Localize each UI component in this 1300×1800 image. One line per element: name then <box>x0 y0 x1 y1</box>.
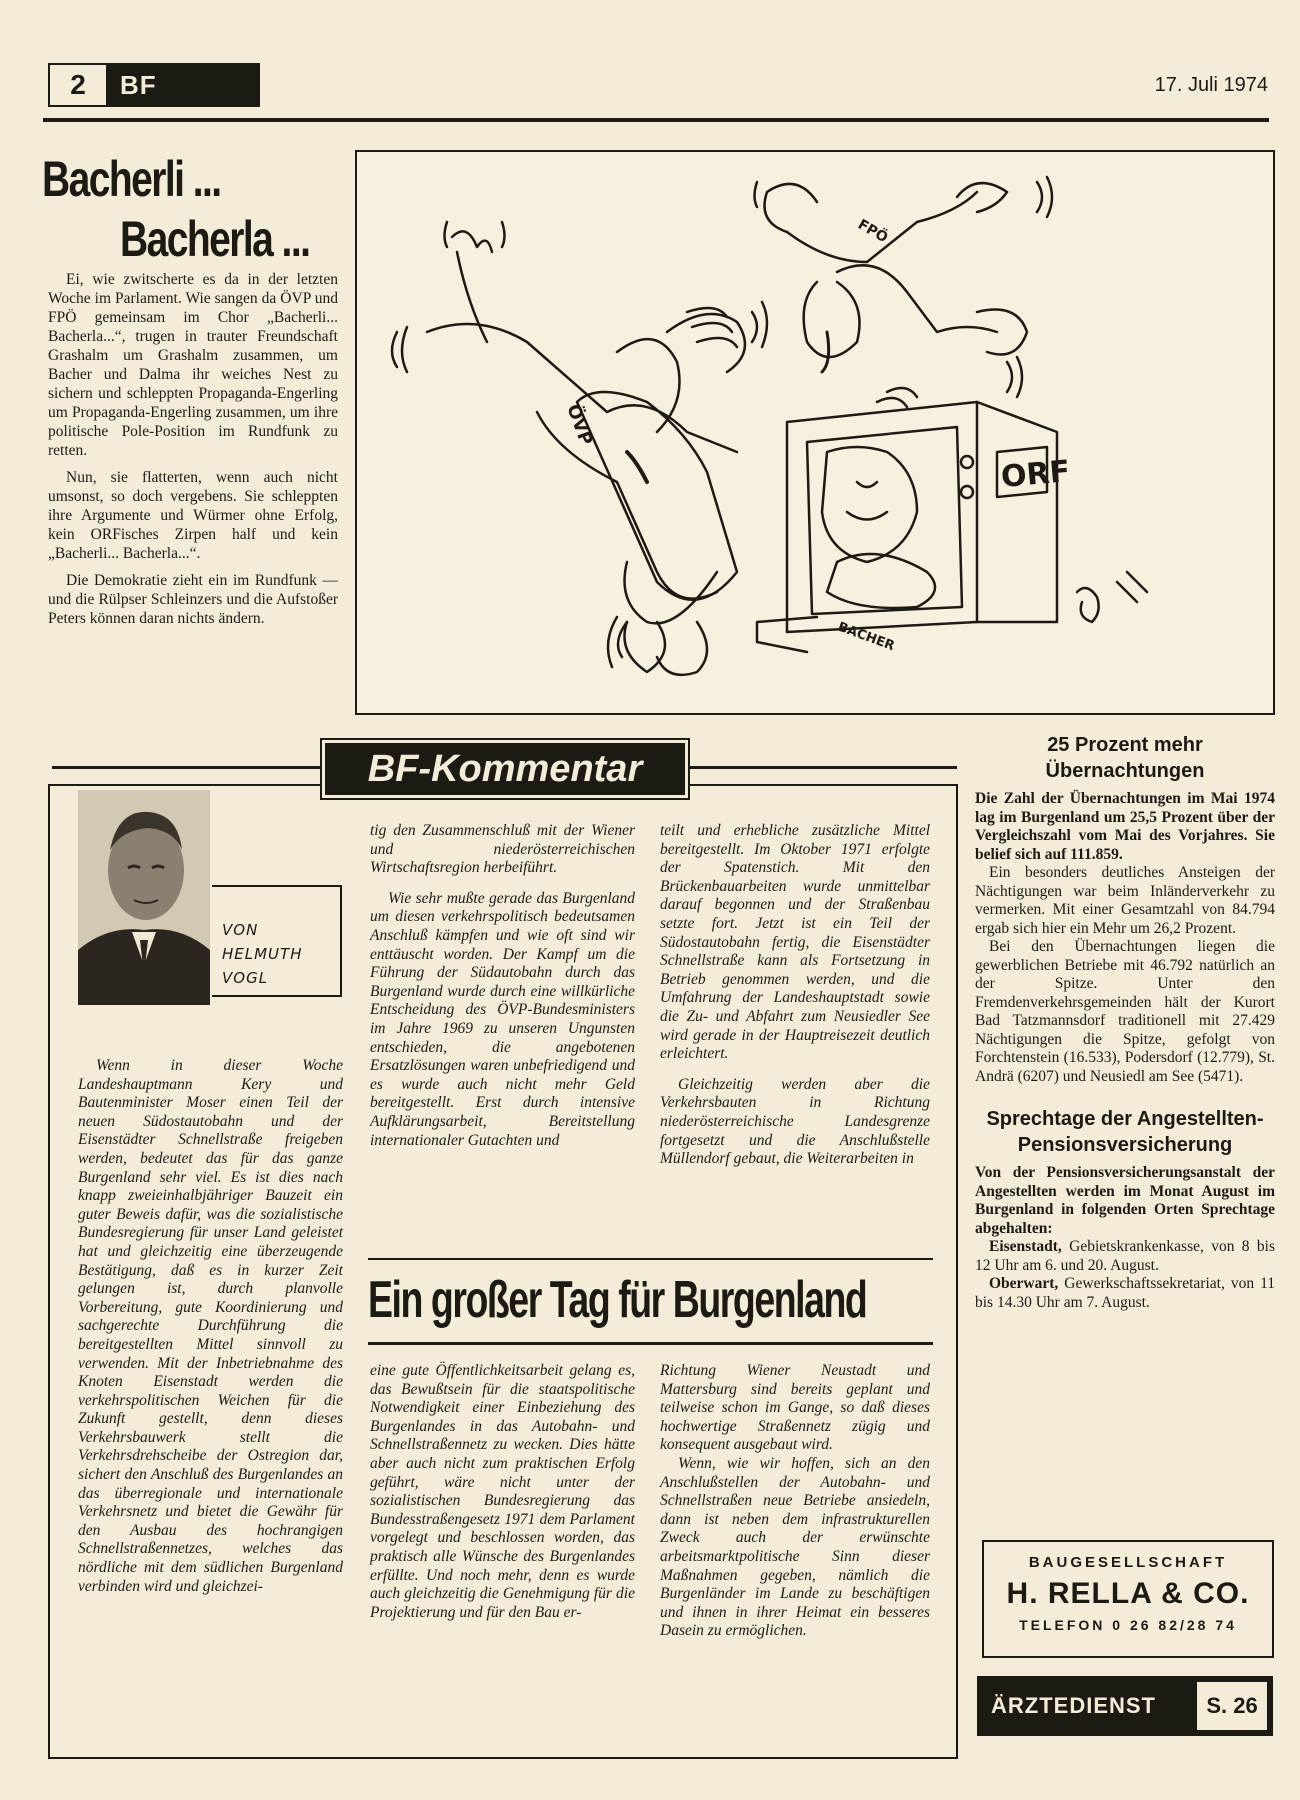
story1-paragraph: Ein besonders deutliches Ansteigen der Nächtigungen war beim Inländerverkehr zu vermerken. Mit einer Gesamtzahl von 84.794 ergab sich hier ein Mehr um 26,2 Prozent. <box>975 864 1275 937</box>
commentary-paragraph: eine gute Öffentlichkeitsarbeit gelang es, das Bewußtsein für die staatspolitische Notwendigkeit einer Einbeziehung des Burgenlandes in das Autobahn- und Schnellstraßennetz zu wecken. Dies hätte aber auch nicht zum praktischen Erfolg geführt, wäre nicht unter der sozialistischen Bundesregierung das Bundesstraßengesetz 1971 dem Parlament vorgelegt und beschlossen worden, das praktisch alle Wünsche des Burgenlandes erfüllte. Und noch mehr, denn es wurde auch gleichzeitig die Genehmigung für die Projektierung und für den Bau er- <box>370 1362 635 1621</box>
headline-rule-top <box>368 1258 933 1260</box>
story1-paragraph: Bei den Übernachtungen liegen die gewerblichen Betriebe mit 46.792 natürlich an der Spitze. Unter den Fremdenverkehrsgemeinden hält der Kurort Bad Tatzmannsdorf traditionell mit 27.429 Nächtigungen die Spitze, gefolgt von Forchtenstein (16.533), Podersdorf (12.779), St. Andrä (6207) und Neusiedl am See (5471). <box>975 938 1275 1085</box>
ad-phone: TELEFON 0 26 82/28 74 <box>1019 1617 1237 1633</box>
aerztedienst-page-ref: S. 26 <box>1197 1682 1267 1730</box>
right-column <box>975 732 1275 1312</box>
story2-lead: Von der Pensionsversicherungsanstalt der Angestellten werden im Monat August im Burgenland in folgenden Orten Sprechtage abgehalten: <box>975 1164 1275 1237</box>
cartoon-drawing <box>357 152 1273 713</box>
story1-lead: Die Zahl der Übernachtungen im Mai 1974 lag im Burgenland um 25,5 Prozent über der Vergleichszahl vom Mai des Vorjahres. Sie belief sich auf 111.859. <box>975 790 1275 863</box>
byline-line: VON <box>222 921 259 939</box>
political-cartoon <box>355 150 1275 715</box>
byline-line: HELMUTH <box>222 945 303 963</box>
section-tag: BF <box>120 69 157 100</box>
ad-company-name: H. RELLA & CO. <box>1006 1577 1250 1610</box>
commentary-column-5 <box>660 1362 930 1641</box>
lead-paragraph: Nun, sie flatterten, wenn auch nicht umsonst, so doch vergebens. Sie schleppten ihre Argumente und Würmer ohne Erfolg, kein ORFisches Zirpen half und kein „Bacherli... Bacherla...“. <box>48 469 338 562</box>
commentary-column-1 <box>78 1057 343 1596</box>
aerztedienst-label: ÄRZTEDIENST <box>991 1693 1156 1718</box>
lead-paragraph: Die Demokratie zieht ein im Rundfunk — und die Rülpser Schleinzers und die Aufstoßer Peters können daran nichts ändern. <box>48 572 338 627</box>
story2-text: Gebietskrankenkasse, von 8 bis 12 Uhr am 6. und 20. August. <box>975 1238 1275 1274</box>
commentary-column-2 <box>370 822 635 1150</box>
label-bacher: BACHER <box>835 619 897 655</box>
label-orf: ORF <box>999 454 1072 495</box>
lead-headline-2: Bacherla ... <box>120 211 310 267</box>
story2-item <box>975 1238 1275 1275</box>
page-number: 2 <box>50 65 106 105</box>
commentary-paragraph: tig den Zusammenschluß mit der Wiener und niederösterreichischen Wirtschaftsregion herbeiführt. <box>370 822 635 877</box>
commentary-paragraph: Wie sehr mußte gerade das Burgenland um diesen verkehrspolitisch bedeutsamen Anschluß kämpfen und wie oft sind wir enttäuscht worden. Der Kampf um die Führung der Südautobahn durch das Burgenland wurde durch eine willkürliche Entscheidung des ÖVP-Bundesministers im Jahre 1969 zu unseren Ungunsten entschieden, die angebotenen Ersatzlösungen waren unbefriedigend und es wurde auch nicht mehr Geld bereitgestellt. Erst durch intensive Aufklärungsarbeit, Bereitstellung internationaler Gutachten und <box>370 889 635 1149</box>
ad-line-1: BAUGESELLSCHAFT <box>1028 1554 1228 1571</box>
story2-item <box>975 1275 1275 1312</box>
commentary-column-4 <box>370 1362 635 1622</box>
story2-title: Sprechtage der Angestellten-Pensionsversicherung <box>986 1108 1264 1156</box>
commentary-paragraph: Gleichzeitig werden aber die Verkehrsbauten in Richtung niederösterreichische Landesgrenze fortgesetzt und die Anschlußstelle Müllendorf gebaut, die Weiterarbeiten in <box>660 1075 930 1168</box>
aerztedienst-box <box>977 1676 1273 1736</box>
byline-line: VOGL <box>222 969 269 987</box>
commentary-paragraph: teilt und erhebliche zusätzliche Mittel bereitgestellt. Im Oktober 1971 erfolgte der Spatenstich. Mit den Brückenbauarbeiten wurde unmittelbar darauf begonnen und der Straßenbau setzte fort. Jetzt ist ein Teil der Südostautobahn fertig, die Eisenstädter Schnellstraße kann als Fortsetzung in Betrieb genommen werden, und die Umfahrung der Landeshauptstadt sowie die Zu- und Abfahrt zum Neusiedler See wird gerade in der Hauptreisezeit deutlich erleichtert. <box>660 822 930 1063</box>
story2-body <box>975 1164 1275 1312</box>
commentary-column-3 <box>660 822 930 1169</box>
story1-body <box>975 790 1275 1086</box>
lead-article-body <box>48 270 338 636</box>
issue-date: 17. Juli 1974 <box>1154 74 1268 96</box>
lead-paragraph: Ei, wie zwitscherte es da in der letzten Woche im Parlament. Wie sangen da ÖVP und FPÖ gemeinsam im Chor „Bacherli... Bacherla...“, trugen in trauter Freundschaft Grashalm um Grashalm zusammen, um Bacher und Dalma ihr weiches Nest zu sichern und schleppten Propaganda-Engerling um Propaganda-Engerling zusammen, um ihre politische Pole-Position im Rundfunk zu retten. <box>48 271 338 459</box>
story2-place: Eisenstadt, <box>989 1238 1062 1255</box>
label-fpoe: FPÖ <box>855 216 891 247</box>
author-portrait <box>78 790 210 1005</box>
headline-rule-bottom <box>368 1342 933 1345</box>
commentary-headline: Ein großer Tag für Burgenland <box>368 1271 867 1329</box>
commentary-title: BF-Kommentar <box>322 740 688 798</box>
commentary-paragraph: Wenn in dieser Woche Landeshauptmann Kery und Bautenminister Moser einen Teil der neuen Südostautobahn und der Eisenstädter Schnellstraße freigeben werden, bedeutet das für das ganze Burgenland sehr viel. Es ist dies nach knapp zweieinhalbjähriger Bauzeit ein guter Beweis dafür, was die sozialistische Bundesregierung für unser Land geleistet hat und gleichzeitig eine überzeugende Bestätigung, daß es in kurzer Zeit gelungen ist, durch planvolle Vorbereitung, gute Koordinierung und sachgerechte Durchführung die bereitgestellten Mittel sinnvoll zu verwenden. Mit der Inbetriebnahme des Knoten Eisenstadt werden die verkehrspolitischen Weichen für die Zukunft gestellt, denn dieses Verkehrsbauwerk stellt die Verkehrsdrehscheibe der Ostregion dar, sichert den Anschluß des Burgenlandes an das überregionale und internationale Verkehrsnetz und bietet die Gewähr für den Ausbau des hochrangigen Schnellstraßennetzes, welches das nördliche mit dem südlichen Burgenland verbinden wird und gleichzei- <box>78 1057 343 1595</box>
header-rule <box>43 118 1269 122</box>
lead-headline-1: Bacherli ... <box>42 151 221 207</box>
story1-title: 25 Prozent mehr Übernachtungen <box>1045 734 1205 782</box>
label-oevp: ÖVP <box>562 401 597 449</box>
story2-place: Oberwart, <box>989 1275 1059 1292</box>
advertisement <box>982 1540 1274 1658</box>
byline <box>222 918 302 990</box>
commentary-paragraph: Richtung Wiener Neustadt und Mattersburg sind bereits geplant und teilweise schon im Gange, so daß dieses hochwertige Straßennetz zügig und konsequent ausgebaut wird. <box>660 1362 930 1454</box>
page-number-box <box>48 63 260 107</box>
author-photo <box>78 790 210 1005</box>
story2-text: Gewerkschaftssekretariat, von 11 bis 14.30 Uhr am 7. August. <box>975 1275 1275 1311</box>
commentary-paragraph: Wenn, wie wir hoffen, sich an den Anschlußstellen der Autobahn- und Schnellstraßen neue Betriebe ansiedeln, dann ist neben dem infrastrukturellen Zweck auch der erwünschte arbeitsmarktpolitische Sinn dieser Maßnahmen gegeben, nämlich die Burgenländer im Lande zu beschäftigen und ihnen in ihrer Heimat ein besseres Dasein zu ermöglichen. <box>660 1454 930 1640</box>
